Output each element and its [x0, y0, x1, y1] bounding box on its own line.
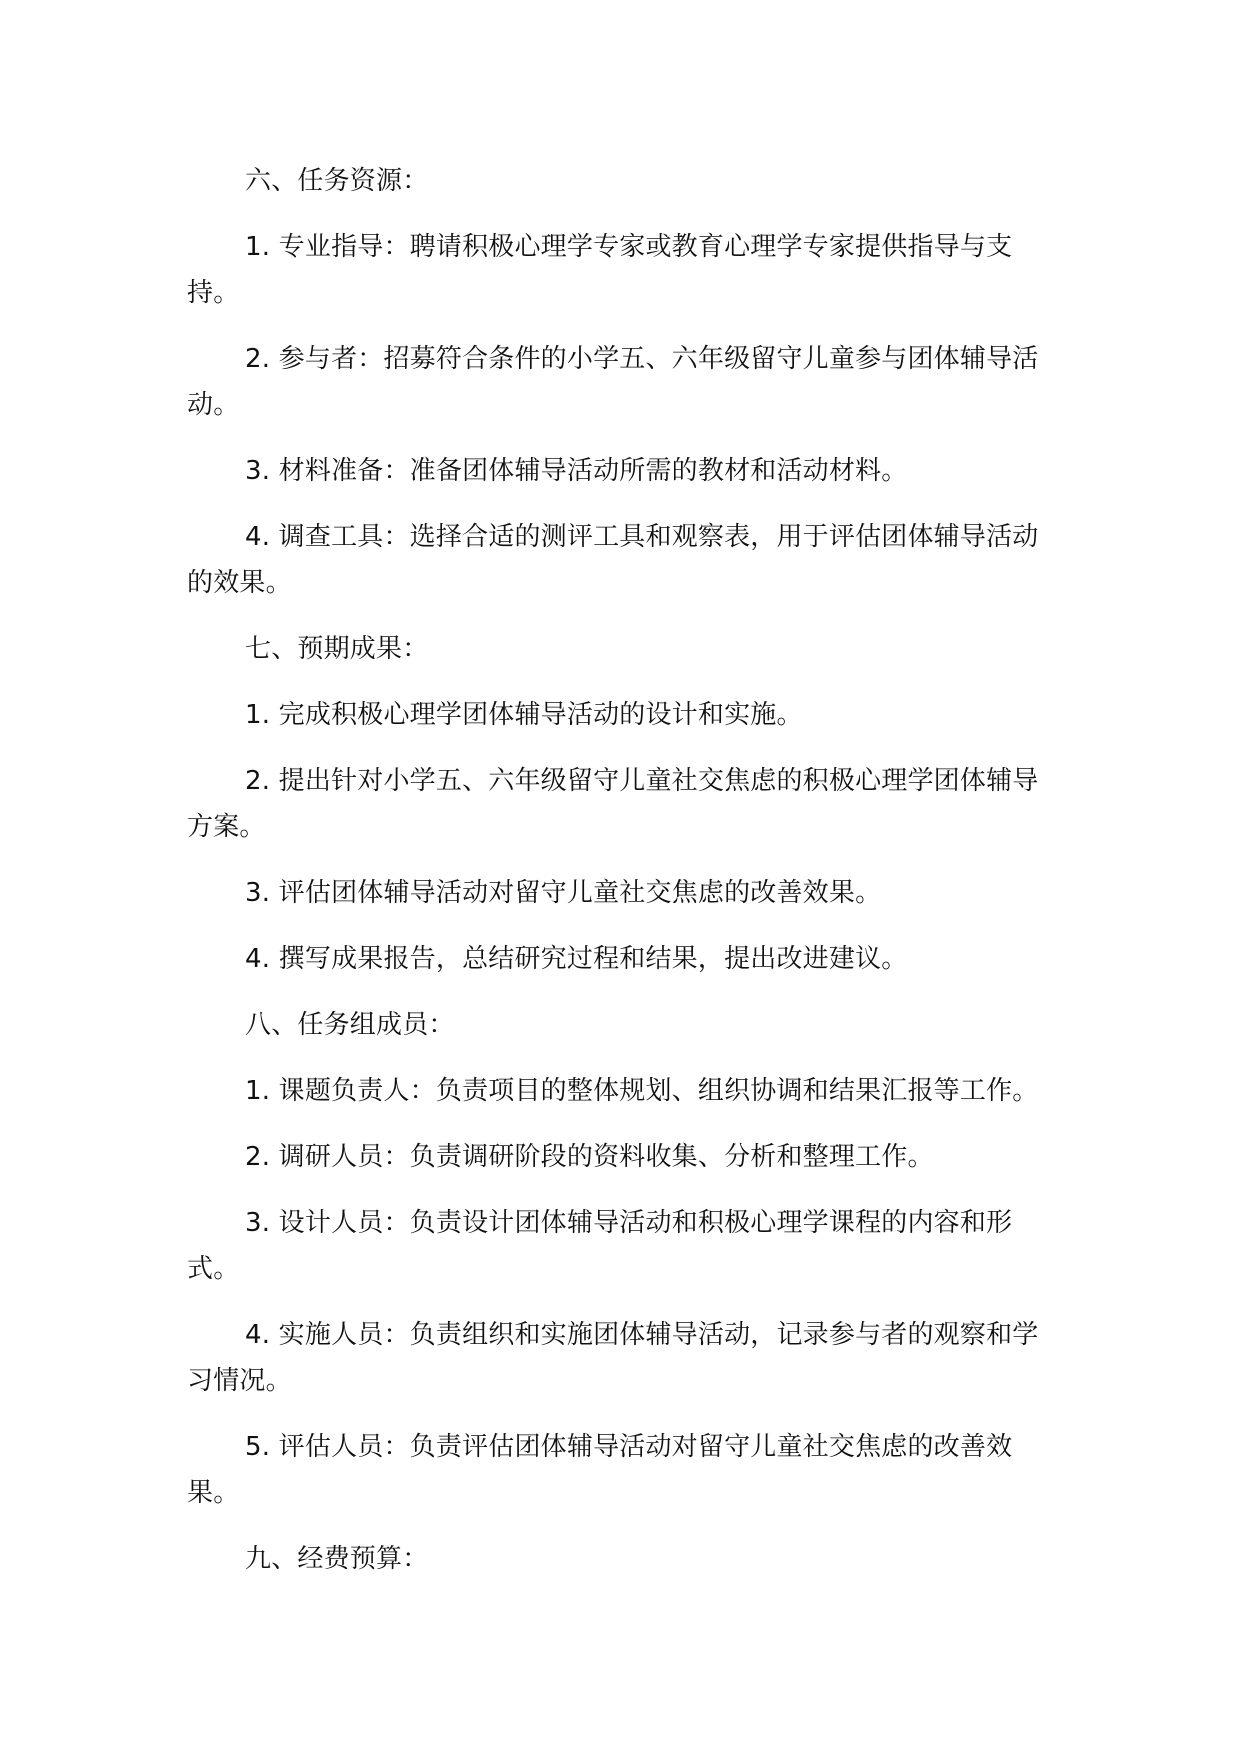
list-item: 1. 完成积极心理学团体辅导活动的设计和实施。 [245, 700, 803, 730]
list-item: 2. 提出针对小学五、六年级留守儿童社交焦虑的积极心理学团体辅导方案。 [187, 766, 1039, 842]
list-item: 2. 调研人员：负责调研阶段的资料收集、分析和整理工作。 [245, 1142, 934, 1172]
list-item: 1. 课题负责人：负责项目的整体规划、组织协调和结果汇报等工作。 [245, 1076, 1039, 1106]
section-heading-budget: 九、经费预算： [245, 1544, 429, 1574]
list-item: 3. 评估团体辅导活动对留守儿童社交焦虑的改善效果。 [245, 878, 882, 908]
list-item: 1. 专业指导：聘请积极心理学专家或教育心理学专家提供指导与支持。 [187, 232, 1013, 308]
section-heading-team-members: 八、任务组成员： [245, 1010, 455, 1040]
list-item: 5. 评估人员：负责评估团体辅导活动对留守儿童社交焦虑的改善效果。 [187, 1432, 1013, 1508]
list-item: 4. 调查工具：选择合适的测评工具和观察表，用于评估团体辅导活动的效果。 [187, 522, 1039, 598]
list-item: 4. 实施人员：负责组织和实施团体辅导活动，记录参与者的观察和学习情况。 [187, 1320, 1039, 1396]
list-item: 4. 撰写成果报告，总结研究过程和结果，提出改进建议。 [245, 944, 908, 974]
section-heading-resources: 六、任务资源： [245, 166, 429, 196]
document-body [187, 158, 1055, 1602]
section-heading-expected-results: 七、预期成果： [245, 634, 429, 664]
list-item: 3. 设计人员：负责设计团体辅导活动和积极心理学课程的内容和形式。 [187, 1208, 1013, 1284]
list-item: 2. 参与者：招募符合条件的小学五、六年级留守儿童参与团体辅导活动。 [187, 344, 1039, 420]
list-item: 3. 材料准备：准备团体辅导活动所需的教材和活动材料。 [245, 456, 908, 486]
